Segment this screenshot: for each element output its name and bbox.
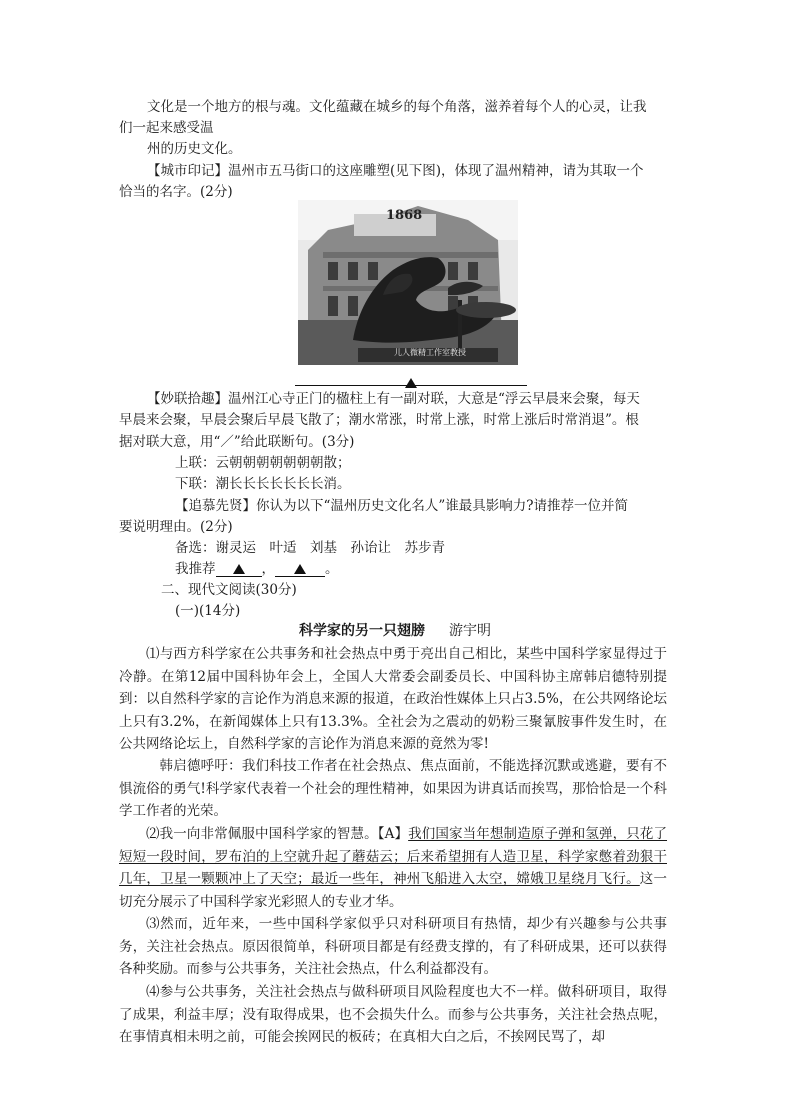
title-text: 科学家的另一只翅膀 — [299, 623, 425, 639]
reason-blank[interactable] — [275, 561, 325, 577]
intro-line-1: 文化是一个地方的根与魂。文化蕴藏在城乡的每个角落，滋养着每个人的心灵，让我 — [147, 99, 647, 115]
triangle-icon — [233, 564, 245, 574]
q1-line-1: 【城市印记】温州市五马街口的这座雕塑(见下图)，体现了温州精神，请为其取一个 — [147, 163, 644, 179]
paragraph-1b: 韩启德呼吁：我们科技工作者在社会热点、焦点面前，不能选择沉默或逃避，要有不惧流俗的勇气!科学家代表着一个社会的理性精神，如果因为讲真话而挨骂，那恰恰是一个科学工作者的光荣。 — [119, 758, 667, 819]
upper-couplet: 上联：云朝朝朝朝朝朝朝散； — [175, 455, 351, 471]
article-title — [0, 620, 790, 640]
q2-line-1: 【妙联拾趣】温州江心寺正门的楹柱上有一副对联，大意是“浮云早晨来会聚，每天 — [147, 391, 640, 407]
paragraph-1: ⑴与西方科学家在公共事务和社会热点中勇于亮出自己相比，某些中国科学家显得过于冷静。在第12届中国科协年会上，全国人大常委会副委员长、中国科协主席韩启德特别提到：以自然科学家的言论作为消息来源的报道，在政治性媒体上只占3.5%，在公共网络论坛上只有3.2%，在新闻媒体上只有13.3%。全社会为之震动的奶粉三聚氰胺事件发生时，在公共网络论坛上，自然科学家的言论作为消息来源的竟然为零! — [119, 646, 667, 752]
triangle-icon — [294, 564, 306, 574]
section-heading: 二、现代文阅读(30分) — [161, 582, 297, 598]
intro-line-3: 州的历史文化。 — [147, 141, 242, 157]
intro-line-2: 们一起来感受温 — [119, 120, 214, 136]
q3-line-1: 【追慕先贤】你认为以下“温州历史文化名人”谁最具影响力?请推荐一位并简 — [175, 498, 629, 514]
paragraph-4: ⑷参与公共事务，关注社会热点与做科研项目风险程度也大不一样。做科研项目，取得了成果，利益丰厚；没有取得成果，也不会损失什么。而参与公共事务，关注社会热点呢，在事情真相未明之前，可能会挨网民的板砖；在真相大白之后，不挨网民骂了，却 — [119, 984, 667, 1045]
year-sign: 1868 — [386, 208, 423, 223]
q3-recommend — [175, 559, 339, 579]
q3-candidates: 备选：谢灵运 叶适 刘基 孙诒让 苏步青 — [175, 540, 445, 556]
comma: ， — [261, 561, 275, 577]
paragraph-2 — [119, 823, 667, 913]
photo-watermark: 儿人微精工作室教授 — [394, 348, 466, 357]
part-heading: (一)(14分) — [175, 603, 241, 619]
sculpture-photo — [298, 200, 518, 365]
lower-couplet: 下联：潮长长长长长长长消。 — [175, 476, 351, 492]
paragraph-3: ⑶然而，近年来，一些中国科学家似乎只对科研项目有热情，却少有兴趣参与公共事务，关注社会热点。原因很简单，科研项目都是有经费支撑的，有了科研成果，还可以获得各种奖励。而参与公共事务，关注社会热点，什么利益都没有。 — [119, 916, 667, 977]
q1-line-2: 恰当的名字。(2分) — [119, 184, 233, 200]
p2-underlined: 我们国家当年想制造原子弹和氢弹，只花了短短一段时间，罗布泊的上空就升起了蘑菇云；后来希望拥有人造卫星，科学家憋着劲狠干几年，卫星一颗颗冲上了天空；最近一些年，神州飞船进入太空，嫦娥卫星绕月飞行。 — [119, 826, 668, 887]
period: 。 — [325, 561, 339, 577]
p2-end: 这一切充分展示了中国科学家光彩照人的专业才华。 — [119, 871, 668, 910]
recommend-prefix: 我推荐 — [175, 561, 216, 577]
q3-line-2: 要说明理由。(2分) — [119, 519, 233, 535]
p2-start: ⑵我一向非常佩服中国科学家的智慧。【A】 — [146, 826, 409, 842]
q2-line-3: 据对联大意，用“／”给此联断句。(3分) — [119, 434, 355, 450]
author: 游宇明 — [449, 623, 491, 639]
name-blank[interactable] — [216, 561, 262, 577]
q2-line-2: 早晨来会聚，早晨会聚后早晨飞散了；潮水常涨，时常上涨，时常上涨后时常消退”。根 — [119, 412, 639, 428]
